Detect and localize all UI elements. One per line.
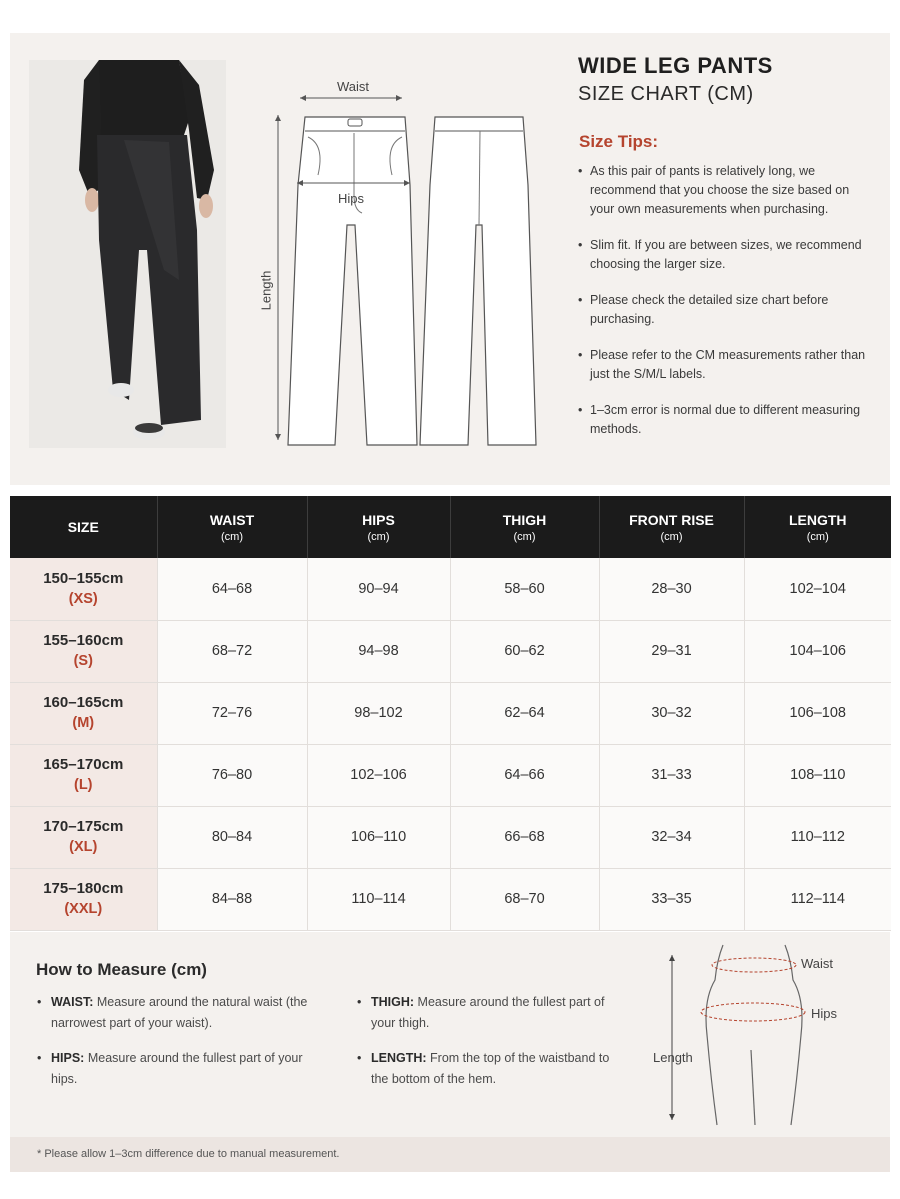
figure-length-label: Length (653, 1050, 693, 1065)
measure-item-text: Measure around the natural waist (the narrowest part of your waist). (51, 995, 308, 1030)
column-header-thigh: THIGH (cm) (450, 496, 599, 558)
measure-item-label: WAIST: (51, 995, 94, 1009)
measure-item-hips (36, 1048, 326, 1090)
size-cell: 160–165cm (M) (10, 682, 157, 744)
table-row (10, 620, 891, 682)
column-header-front-rise: FRONT RISE (cm) (599, 496, 744, 558)
model-photo (29, 60, 226, 448)
thigh-cell: 68–70 (450, 868, 599, 930)
waist-cell: 76–80 (157, 744, 307, 806)
table-header-row (10, 496, 891, 558)
measure-item-text: Measure around the fullest part of your hips. (51, 1051, 303, 1086)
measure-item-text: Measure around the fullest part of your thigh. (371, 995, 605, 1030)
waist-cell: 64–68 (157, 558, 307, 620)
size-tips-heading: Size Tips: (579, 132, 659, 151)
figure-hips-label: Hips (811, 1006, 838, 1021)
thigh-cell: 66–68 (450, 806, 599, 868)
size-tips-list (578, 162, 868, 456)
table-row (10, 744, 891, 806)
front-rise-cell: 33–35 (599, 868, 744, 930)
size-tip-item: • Please check the detailed size chart before purchasing. (578, 291, 868, 329)
footer-note (10, 1137, 890, 1172)
length-cell: 104–106 (744, 620, 891, 682)
size-chart-table (10, 496, 891, 931)
size-tip-item: • 1–3cm error is normal due to different measuring methods. (578, 401, 868, 439)
length-cell: 102–104 (744, 558, 891, 620)
measure-item-label: HIPS: (51, 1051, 85, 1065)
measure-item-label: THIGH: (371, 995, 415, 1009)
length-cell: 108–110 (744, 744, 891, 806)
column-header-size: SIZE (10, 496, 157, 558)
hips-cell: 94–98 (307, 620, 450, 682)
size-tip-item: • Please refer to the CM measurements rather than just the S/M/L labels. (578, 346, 868, 384)
page-subtitle: SIZE CHART (CM) (578, 83, 754, 105)
column-header-hips: HIPS (cm) (307, 496, 450, 558)
measure-item-waist (36, 992, 326, 1034)
body-measure-figure (645, 940, 860, 1130)
footer-note-text: * Please allow 1–3cm difference due to manual measurement. (37, 1148, 340, 1160)
front-rise-cell: 29–31 (599, 620, 744, 682)
measure-item-text: From the top of the waistband to the bottom of the hem. (371, 1051, 610, 1086)
pants-outline-illustration (250, 75, 550, 455)
size-cell: 170–175cm (XL) (10, 806, 157, 868)
front-rise-cell: 30–32 (599, 682, 744, 744)
waist-label: Waist (337, 79, 370, 94)
table-row (10, 558, 891, 620)
table-row (10, 868, 891, 930)
size-cell: 175–180cm (XXL) (10, 868, 157, 930)
title-block (578, 52, 878, 108)
measure-item-thigh (356, 992, 621, 1034)
waist-cell: 68–72 (157, 620, 307, 682)
thigh-cell: 58–60 (450, 558, 599, 620)
size-tip-item: • Slim fit. If you are between sizes, we recommend choosing the larger size. (578, 236, 868, 274)
front-rise-cell: 32–34 (599, 806, 744, 868)
length-label: Length (258, 270, 274, 311)
figure-waist-label: Waist (801, 956, 834, 971)
hips-cell: 110–114 (307, 868, 450, 930)
pants-diagram (250, 75, 550, 455)
waist-cell: 80–84 (157, 806, 307, 868)
measure-item-label: LENGTH: (371, 1051, 427, 1065)
model-photo-illustration (29, 60, 226, 448)
size-cell: 155–160cm (S) (10, 620, 157, 682)
hips-cell: 106–110 (307, 806, 450, 868)
waist-cell: 84–88 (157, 868, 307, 930)
page-title: WIDE LEG PANTS (578, 53, 773, 78)
front-rise-cell: 31–33 (599, 744, 744, 806)
length-cell: 112–114 (744, 868, 891, 930)
length-cell: 106–108 (744, 682, 891, 744)
waist-cell: 72–76 (157, 682, 307, 744)
table-row (10, 806, 891, 868)
thigh-cell: 60–62 (450, 620, 599, 682)
size-cell: 150–155cm (XS) (10, 558, 157, 620)
size-tip-item: • As this pair of pants is relatively long, we recommend that you choose the size based on your own measurements when purchasing. (578, 162, 868, 219)
hips-cell: 90–94 (307, 558, 450, 620)
front-rise-cell: 28–30 (599, 558, 744, 620)
column-header-waist: WAIST (cm) (157, 496, 307, 558)
hips-label: Hips (338, 191, 365, 206)
column-header-length: LENGTH (cm) (744, 496, 891, 558)
table-row (10, 682, 891, 744)
size-cell: 165–170cm (L) (10, 744, 157, 806)
how-to-measure-title: How to Measure (cm) (36, 960, 207, 979)
thigh-cell: 62–64 (450, 682, 599, 744)
measure-item-length (356, 1048, 621, 1090)
hips-cell: 98–102 (307, 682, 450, 744)
length-cell: 110–112 (744, 806, 891, 868)
thigh-cell: 64–66 (450, 744, 599, 806)
hips-cell: 102–106 (307, 744, 450, 806)
